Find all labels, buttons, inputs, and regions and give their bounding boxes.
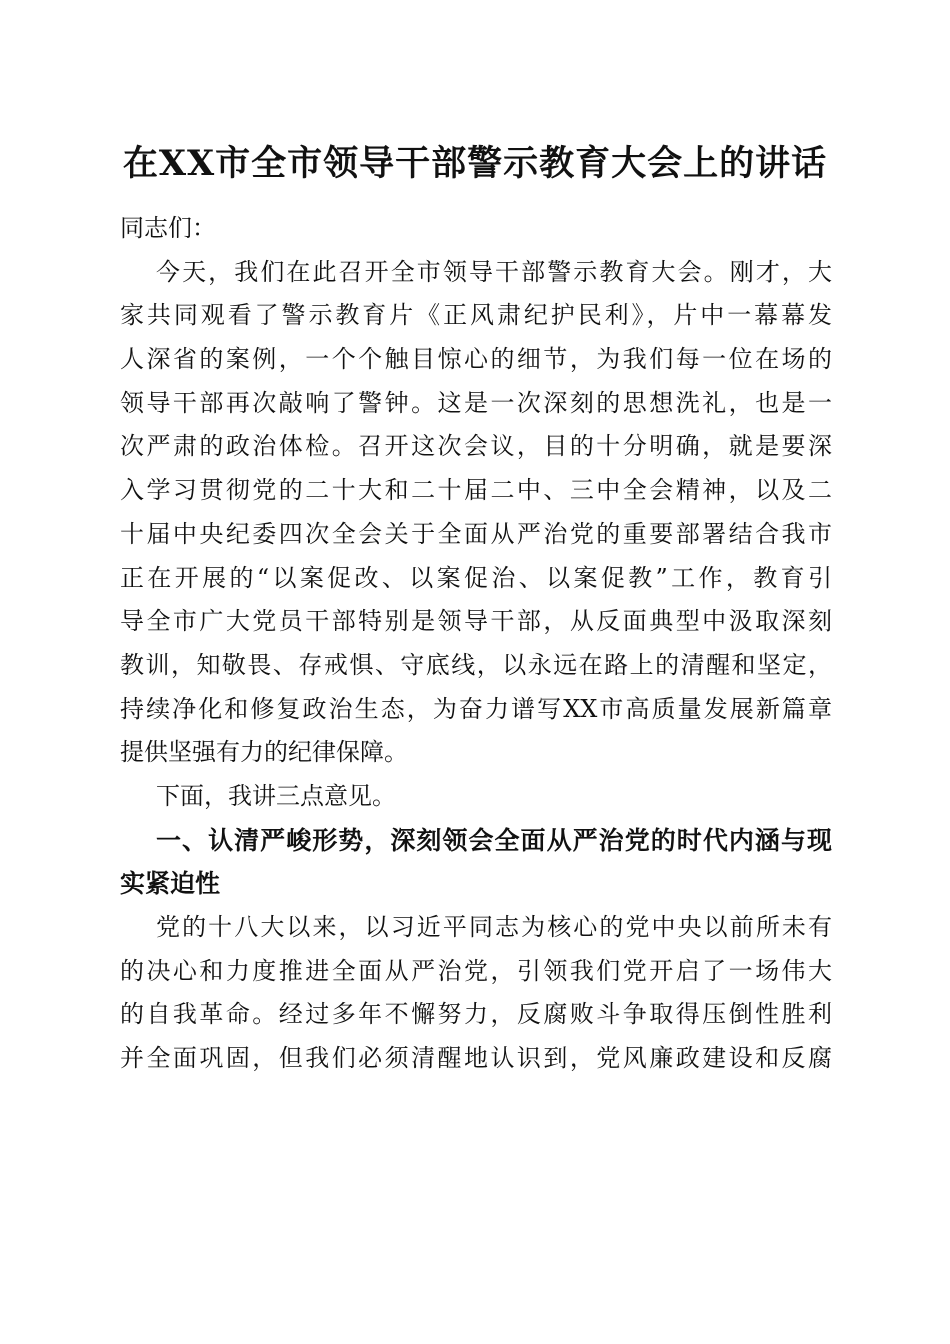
paragraph-line: 人深省的案例，一个个触目惊心的细节，为我们每一位在场的 bbox=[120, 345, 832, 374]
paragraph-line: 正在开展的“以案促改、以案促治、以案促教”工作，教育引 bbox=[120, 563, 832, 592]
paragraph-line: 的决心和力度推进全面从严治党，引领我们党开启了一场伟大 bbox=[120, 956, 832, 985]
section-heading-line: 一、认清严峻形势，深刻领会全面从严治党的时代内涵与现 bbox=[156, 825, 832, 855]
paragraph-line: 入学习贯彻党的二十大和二十届二中、三中全会精神，以及二 bbox=[120, 476, 832, 505]
paragraph-line: 次严肃的政治体检。召开这次会议，目的十分明确，就是要深 bbox=[120, 432, 832, 461]
paragraph-line: 提供坚强有力的纪律保障。 bbox=[120, 738, 408, 767]
paragraph-line: 教训，知敬畏、存戒惧、守底线，以永远在路上的清醒和坚定， bbox=[120, 650, 832, 679]
paragraph-line: 家共同观看了警示教育片《正风肃纪护民利》，片中一幕幕发 bbox=[120, 301, 832, 330]
paragraph-line: 导全市广大党员干部特别是领导干部，从反面典型中汲取深刻 bbox=[120, 607, 832, 636]
salutation: 同志们： bbox=[120, 214, 216, 242]
paragraph-line: 领导干部再次敲响了警钟。这是一次深刻的思想洗礼，也是一 bbox=[120, 388, 832, 417]
document-title: 在XX市全市领导干部警示教育大会上的讲话 bbox=[122, 143, 828, 184]
paragraph-line: 下面，我讲三点意见。 bbox=[156, 781, 396, 810]
paragraph-line: 持续净化和修复政治生态，为奋力谱写XX市高质量发展新篇章 bbox=[120, 694, 832, 723]
paragraph-line: 今天，我们在此召开全市领导干部警示教育大会。刚才，大 bbox=[156, 257, 832, 286]
paragraph-line: 并全面巩固，但我们必须清醒地认识到，党风廉政建设和反腐 bbox=[120, 1044, 832, 1073]
paragraph-line: 党的十八大以来，以习近平同志为核心的党中央以前所未有 bbox=[156, 913, 832, 941]
paragraph-line: 的自我革命。经过多年不懈努力，反腐败斗争取得压倒性胜利 bbox=[120, 1000, 832, 1029]
paragraph-line: 十届中央纪委四次全会关于全面从严治党的重要部署结合我市 bbox=[120, 519, 832, 548]
section-heading-line: 实紧迫性 bbox=[120, 869, 221, 899]
document-body bbox=[120, 207, 832, 1081]
